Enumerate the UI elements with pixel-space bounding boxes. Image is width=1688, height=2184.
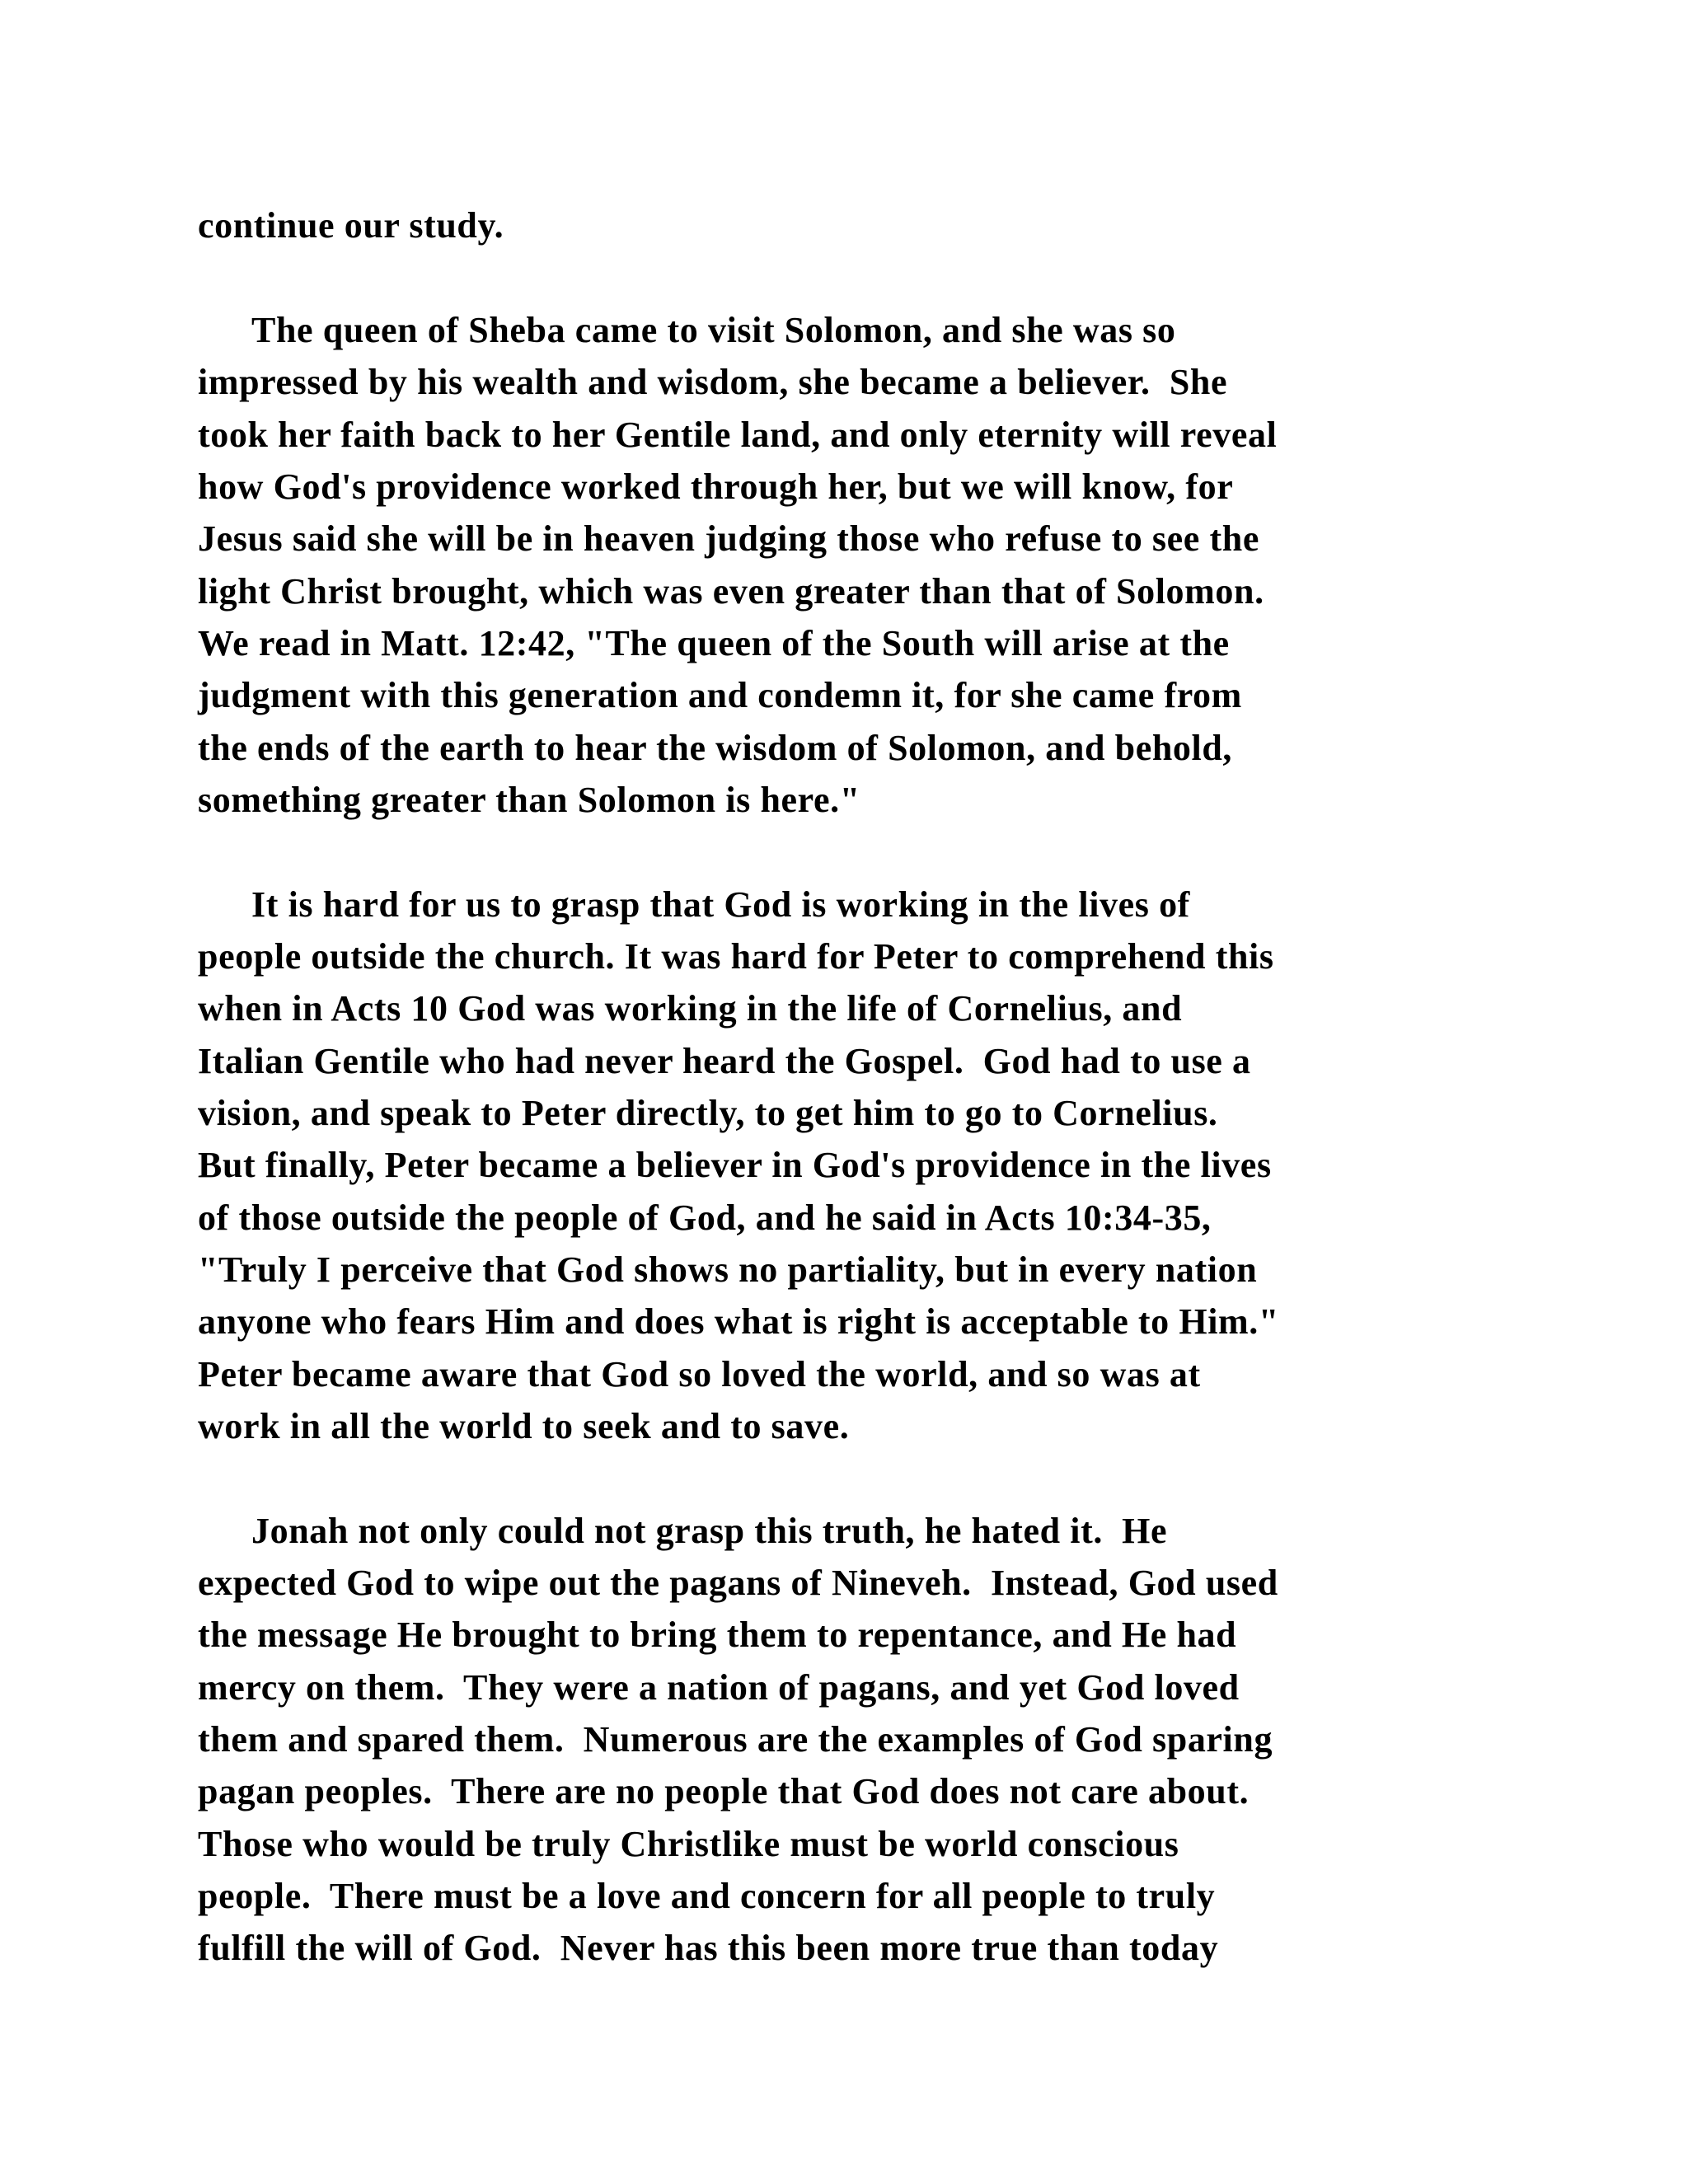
text-line: We read in Matt. 12:42, "The queen of the South will arise at the [198, 623, 1230, 663]
text-line: But finally, Peter became a believer in God's providence in the lives [198, 1145, 1272, 1185]
text-line: judgment with this generation and condemn it, for she came from [198, 675, 1242, 715]
text-line: them and spared them. Numerous are the examples of God sparing [198, 1719, 1273, 1760]
text-line: when in Acts 10 God was working in the life of Cornelius, and [198, 988, 1183, 1029]
text-line: vision, and speak to Peter directly, to get him to go to Cornelius. [198, 1093, 1218, 1133]
text-line: work in all the world to seek and to save. [198, 1406, 850, 1446]
text-line: the ends of the earth to hear the wisdom of Solomon, and behold, [198, 728, 1232, 768]
text-line: people outside the church. It was hard for Peter to comprehend this [198, 936, 1274, 977]
text-line: mercy on them. They were a nation of pagans, and yet God loved [198, 1667, 1240, 1708]
text-line: expected God to wipe out the pagans of Nineveh. Instead, God used [198, 1563, 1278, 1603]
text-line: Those who would be truly Christlike must be world conscious [198, 1824, 1179, 1864]
text-line: continue our study. [198, 205, 504, 246]
text-line: fulfill the will of God. Never has this been more true than today [198, 1928, 1219, 1968]
text-line: "Truly I perceive that God shows no partiality, but in every nation [198, 1249, 1258, 1290]
text-line: impressed by his wealth and wisdom, she became a believer. She [198, 362, 1228, 402]
text-line: Jesus said she will be in heaven judging those who refuse to see the [198, 518, 1259, 559]
text-line: The queen of Sheba came to visit Solomon, and she was so [251, 310, 1176, 350]
text-line: pagan peoples. There are no people that God does not care about. [198, 1771, 1250, 1811]
text-line: Italian Gentile who had never heard the Gospel. God had to use a [198, 1041, 1251, 1081]
text-line: Jonah not only could not grasp this truth, he hated it. He [251, 1511, 1168, 1551]
text-line: anyone who fears Him and does what is right is acceptable to Him." [198, 1301, 1279, 1342]
text-line: Peter became aware that God so loved the world, and so was at [198, 1354, 1201, 1394]
text-line: It is hard for us to grasp that God is working in the lives of [251, 884, 1190, 925]
text-line: light Christ brought, which was even greater than that of Solomon. [198, 571, 1264, 612]
text-line: people. There must be a love and concern for all people to truly [198, 1876, 1216, 1916]
text-line: how God's providence worked through her, but we will know, for [198, 466, 1234, 507]
text-line: the message He brought to bring them to repentance, and He had [198, 1615, 1237, 1655]
text-line: of those outside the people of God, and he said in Acts 10:34-35, [198, 1197, 1212, 1238]
text-line: something greater than Solomon is here." [198, 780, 860, 820]
text-line: took her faith back to her Gentile land, and only eternity will reveal [198, 415, 1278, 455]
